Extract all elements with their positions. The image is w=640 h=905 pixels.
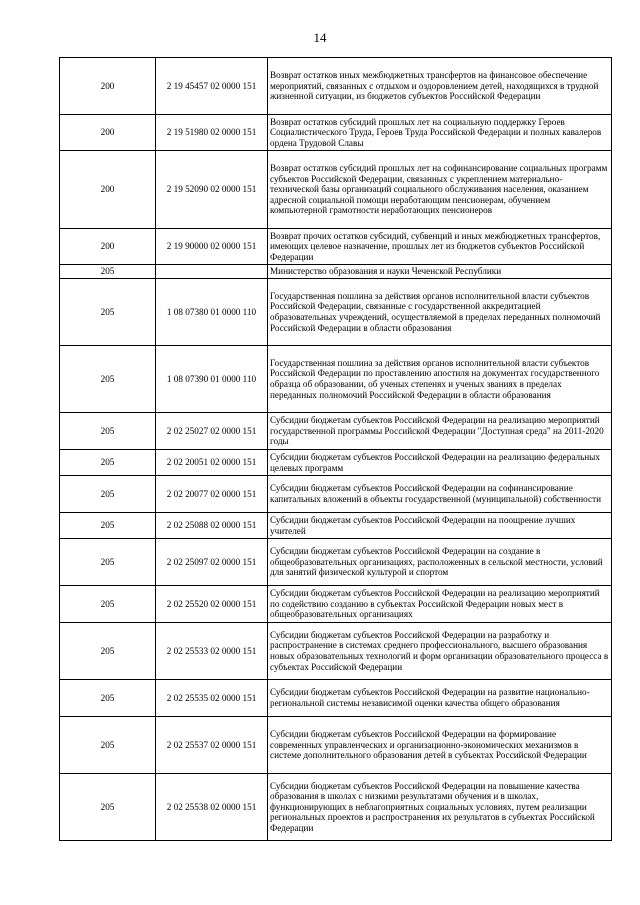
admin-code-cell: 205 [60,346,156,413]
admin-code-cell: 200 [60,58,156,115]
income-name-cell: Субсидии бюджетам субъектов Российской Федерации на развитие национально-региональной системы независимой оценки качества общего образования [268,680,612,717]
income-name-cell: Субсидии бюджетам субъектов Российской Федерации на реализацию федеральных целевых программ [268,450,612,476]
table-row [60,513,612,539]
table-row [60,229,612,265]
table-row [60,476,612,513]
page-number: 14 [313,30,327,45]
income-name-cell: Субсидии бюджетам субъектов Российской Федерации на софинансирование капитальных вложений в объекты государственной (муниципальной) собственности [268,476,612,513]
budget-code-cell: 2 19 52090 02 0000 151 [156,151,268,229]
budget-code-cell: 1 08 07390 01 0000 110 [156,346,268,413]
budget-code-cell: 1 08 07380 01 0000 110 [156,279,268,346]
budget-code-cell: 2 02 25520 02 0000 151 [156,586,268,623]
income-name-cell: Субсидии бюджетам субъектов Российской Федерации на формирование современных управленческих и организационно-экономических механизмов в системе дополнительного образования детей в субъектах Российской Федерации [268,717,612,774]
admin-code-cell: 205 [60,413,156,450]
admin-code-cell: 205 [60,476,156,513]
admin-code-cell: 200 [60,229,156,265]
table-row [60,58,612,115]
table-row [60,265,612,279]
income-name-cell: Возврат остатков иных межбюджетных трансфертов на финансовое обеспечение мероприятий, связанных с отдыхом и оздоровлением детей, находящихся в трудной жизненной ситуации, из бюджетов субъектов Российской Федерации [268,58,612,115]
table-row [60,623,612,680]
table-row [60,680,612,717]
budget-code-cell: 2 19 51980 02 0000 151 [156,115,268,151]
budget-code-cell: 2 02 25088 02 0000 151 [156,513,268,539]
admin-code-cell: 205 [60,539,156,586]
table-row [60,115,612,151]
income-name-cell: Субсидии бюджетам субъектов Российской Федерации на реализацию мероприятий государственной программы Российской Федерации "Доступная среда" на 2011-2020 годы [268,413,612,450]
admin-code-cell: 205 [60,279,156,346]
admin-code-cell: 200 [60,151,156,229]
income-name-cell: Субсидии бюджетам субъектов Российской Федерации на реализацию мероприятий по содействию созданию в субъектах Российской Федерации новых мест в общеобразовательных организациях [268,586,612,623]
table-row [60,346,612,413]
table-row [60,586,612,623]
budget-code-cell: 2 02 20077 02 0000 151 [156,476,268,513]
budget-code-cell: 2 02 25533 02 0000 151 [156,623,268,680]
table-row [60,279,612,346]
table-row [60,450,612,476]
table-row [60,413,612,450]
budget-code-cell: 2 19 90000 02 0000 151 [156,229,268,265]
income-name-cell: Субсидии бюджетам субъектов Российской Федерации на поощрение лучших учителей [268,513,612,539]
budget-code-cell: 2 02 25097 02 0000 151 [156,539,268,586]
budget-code-cell: 2 02 20051 02 0000 151 [156,450,268,476]
admin-code-cell: 205 [60,450,156,476]
table-row [60,539,612,586]
income-name-cell: Субсидии бюджетам субъектов Российской Федерации на разработку и распространение в системах среднего профессионального, высшего образования новых образовательных технологий и форм организации образовательного процесса в субъектах Российской Федерации [268,623,612,680]
budget-code-cell: 2 02 25027 02 0000 151 [156,413,268,450]
table-row [60,774,612,841]
budget-code-cell: 2 02 25538 02 0000 151 [156,774,268,841]
income-name-cell: Возврат остатков субсидий прошлых лет на социальную поддержку Героев Социалистического Труда, Героев Труда Российской Федерации и полных кавалеров ордена Трудовой Славы [268,115,612,151]
budget-code-cell: 2 02 25535 02 0000 151 [156,680,268,717]
admin-code-cell: 200 [60,115,156,151]
income-name-cell: Субсидии бюджетам субъектов Российской Федерации на создание в общеобразовательных организациях, расположенных в сельской местности, условий для занятий физической культурой и спортом [268,539,612,586]
admin-code-cell: 205 [60,717,156,774]
table-row [60,717,612,774]
table-row [60,151,612,229]
income-name-cell: Возврат остатков субсидий прошлых лет на софинансирование социальных программ субъектов Российской Федерации, связанных с укреплением материально-технической базы организаций социального обслуживания населения, оказанием адресной социальной помощи неработающим пенсионерам, обучением компьютерной грамотности неработающих пенсионеров [268,151,612,229]
admin-code-cell: 205 [60,680,156,717]
income-name-cell: Возврат прочих остатков субсидий, субвенций и иных межбюджетных трансфертов, имеющих целевое назначение, прошлых лет из бюджетов субъектов Российской Федерации [268,229,612,265]
admin-code-cell: 205 [60,774,156,841]
income-name-cell: Государственная пошлина за действия органов исполнительной власти субъектов Российской Федерации, связанные с государственной аккредитацией образовательных учреждений, осуществляемой в пределах переданных полномочий Российской Федерации в области образования [268,279,612,346]
admin-code-cell: 205 [60,513,156,539]
budget-code-cell [156,265,268,279]
admin-code-cell: 205 [60,586,156,623]
income-name-cell: Субсидии бюджетам субъектов Российской Федерации на повышение качества образования в школах с низкими результатами обучения и в школах, функционирующих в неблагоприятных социальных условиях, путем реализации региональных проектов и распространения их результатов в субъектах Российской Федерации [268,774,612,841]
admin-code-cell: 205 [60,265,156,279]
budget-classification-table [59,57,612,841]
income-name-cell: Государственная пошлина за действия органов исполнительной власти субъектов Российской Федерации по проставлению апостиля на документах государственного образца об образовании, об ученых степенях и ученых званиях в пределах переданных полномочий Российской Федерации в области образования [268,346,612,413]
income-name-cell: Министерство образования и науки Чеченской Республики [268,265,612,279]
admin-code-cell: 205 [60,623,156,680]
budget-code-cell: 2 02 25537 02 0000 151 [156,717,268,774]
budget-code-cell: 2 19 45457 02 0000 151 [156,58,268,115]
